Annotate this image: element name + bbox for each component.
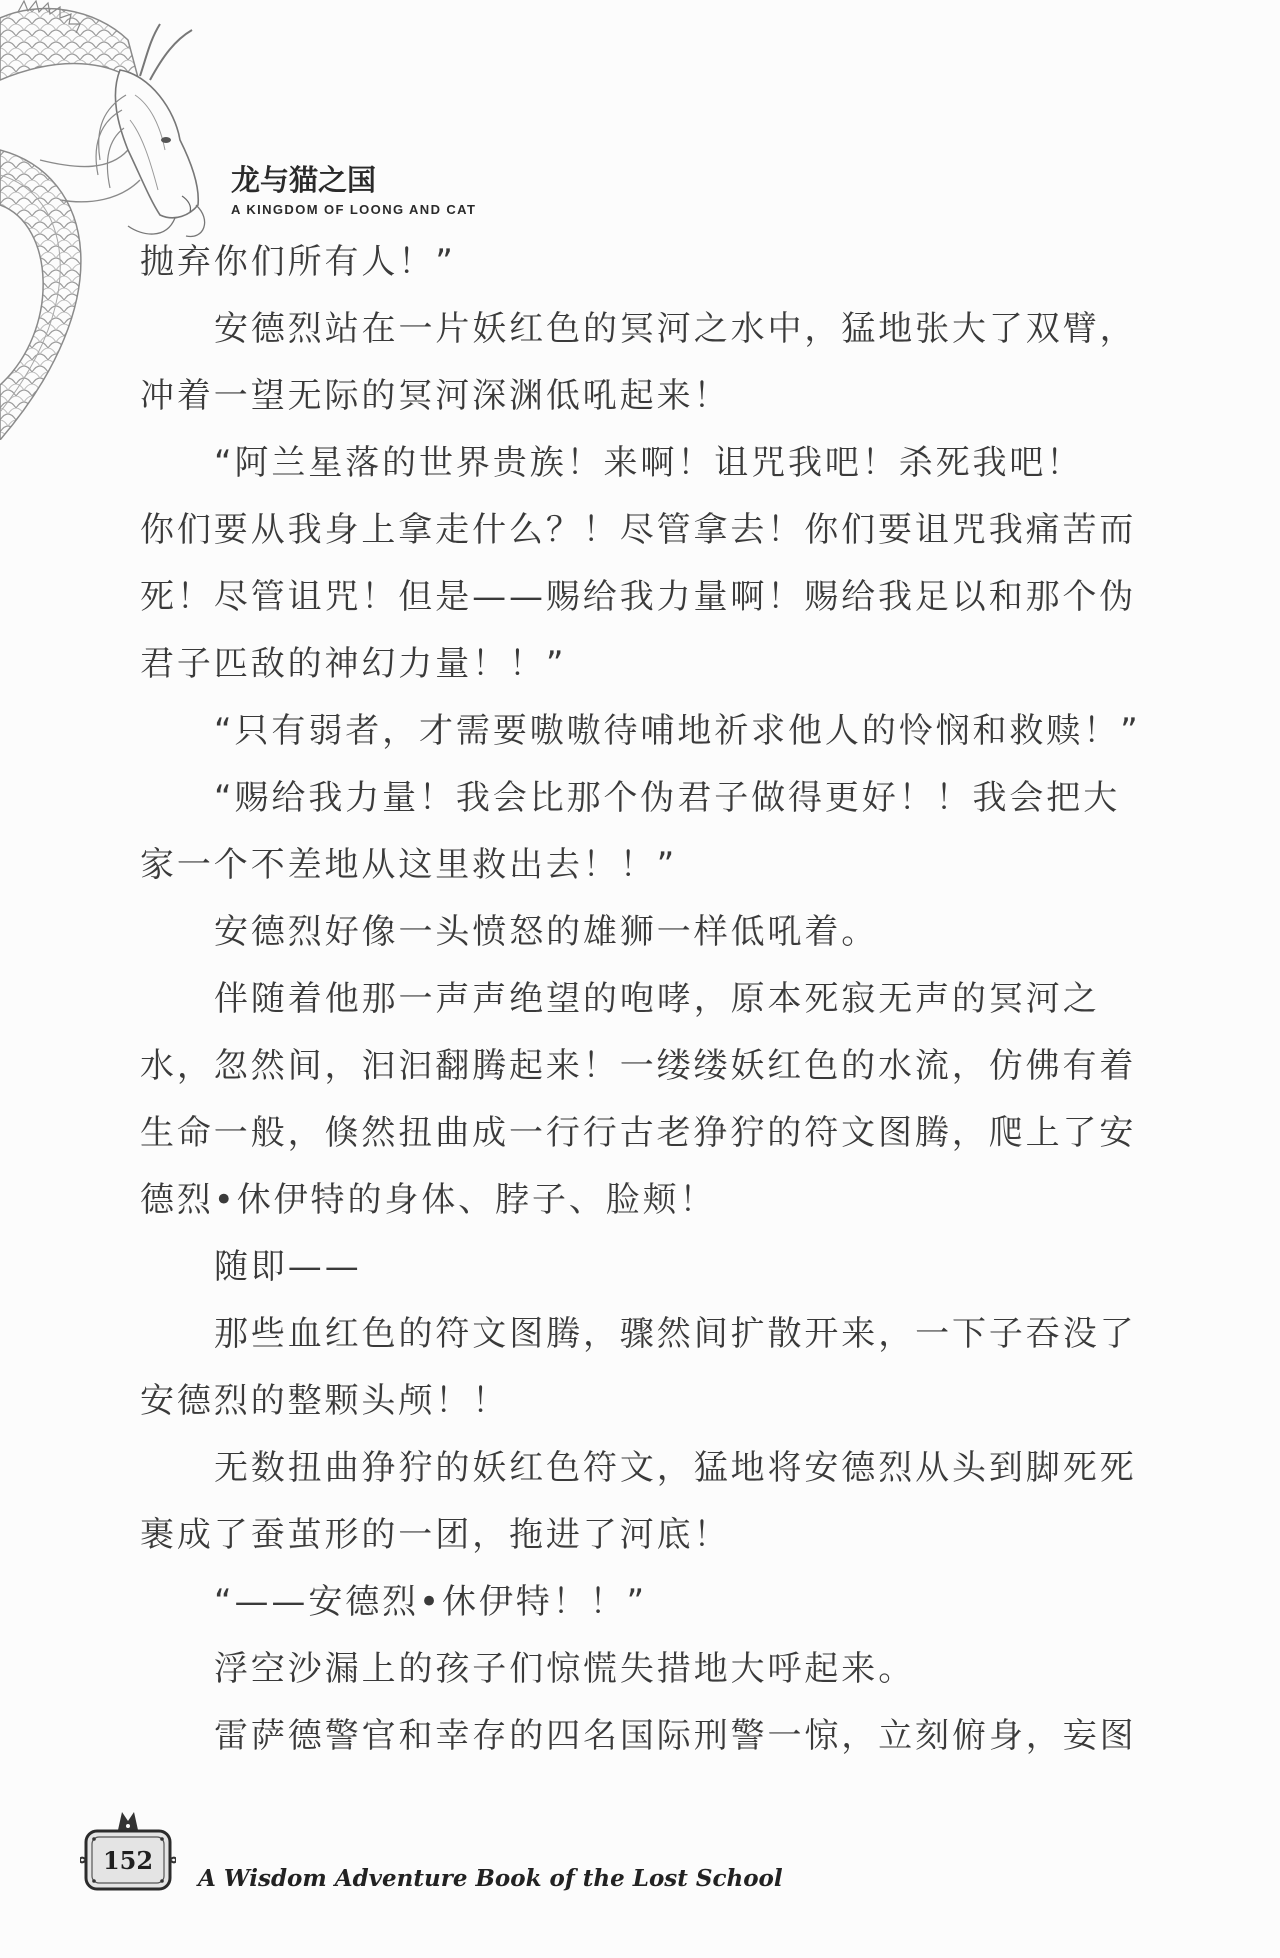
paragraph <box>140 1234 1150 1301</box>
paragraph <box>140 765 1150 899</box>
body-line: 冲着一望无际的冥河深渊低吼起来！ <box>140 376 731 416</box>
body-line: 浮空沙漏上的孩子们惊慌失措地大呼起来。 <box>214 1649 916 1689</box>
body-line: “阿兰星落的世界贵族！来啊！诅咒我吧！杀死我吧！ <box>214 443 1084 483</box>
body-line: 水，忽然间，汩汩翻腾起来！一缕缕妖红色的水流，仿佛有着 <box>140 1046 1137 1086</box>
body-line: 裹成了蚕茧形的一团，拖进了河底！ <box>140 1515 731 1555</box>
body-line: 安德烈的整颗头颅！！ <box>140 1381 509 1421</box>
paragraph <box>140 698 1150 765</box>
paragraph <box>140 296 1150 430</box>
body-line: 你们要从我身上拿走什么？！尽管拿去！你们要诅咒我痛苦而 <box>140 510 1137 550</box>
body-line: 生命一般，倏然扭曲成一行行古老狰狞的符文图腾，爬上了安 <box>140 1113 1137 1153</box>
paragraph <box>140 1569 1150 1636</box>
paragraph <box>140 430 1150 698</box>
body-line: 随即—— <box>214 1247 362 1287</box>
book-subtitle: A KINGDOM OF LOONG AND CAT <box>231 202 477 217</box>
body-line: 雷萨德警官和幸存的四名国际刑警一惊，立刻俯身，妄图 <box>214 1716 1137 1756</box>
body-line: 无数扭曲狰狞的妖红色符文，猛地将安德烈从头到脚死死 <box>214 1448 1137 1488</box>
body-line: 那些血红色的符文图腾，骤然间扩散开来，一下子吞没了 <box>214 1314 1137 1354</box>
body-text <box>140 229 1150 1770</box>
page-number-badge <box>80 1804 176 1894</box>
body-line: 死！尽管诅咒！但是——赐给我力量啊！赐给我足以和那个伪 <box>140 577 1137 617</box>
body-line: 安德烈站在一片妖红色的冥河之水中，猛地张大了双臂， <box>214 309 1137 349</box>
body-line: 君子匹敌的神幻力量！！” <box>140 644 567 684</box>
paragraph <box>140 899 1150 966</box>
paragraph <box>140 1435 1150 1569</box>
body-line: 伴随着他那一声声绝望的咆哮，原本死寂无声的冥河之 <box>214 979 1100 1019</box>
paragraph <box>140 1636 1150 1703</box>
paragraph <box>140 1703 1150 1770</box>
series-title: A Wisdom Adventure Book of the Lost School <box>198 1865 783 1892</box>
paragraph <box>140 1301 1150 1435</box>
book-title: 龙与猫之国 <box>231 163 377 197</box>
body-line: 德烈•休伊特的身体、脖子、脸颊！ <box>140 1180 717 1220</box>
body-line: “赐给我力量！我会比那个伪君子做得更好！！我会把大 <box>214 778 1121 818</box>
page-number: 152 <box>102 1846 154 1875</box>
body-line: “——安德烈•休伊特！！” <box>214 1582 647 1622</box>
body-line: 抛弃你们所有人！” <box>140 242 456 282</box>
paragraph <box>140 966 1150 1234</box>
body-line: “只有弱者，才需要嗷嗷待哺地祈求他人的怜悯和救赎！” <box>214 711 1141 751</box>
paragraph <box>140 229 1150 296</box>
body-line: 安德烈好像一头愤怒的雄狮一样低吼着。 <box>214 912 879 952</box>
body-line: 家一个不差地从这里救出去！！” <box>140 845 678 885</box>
